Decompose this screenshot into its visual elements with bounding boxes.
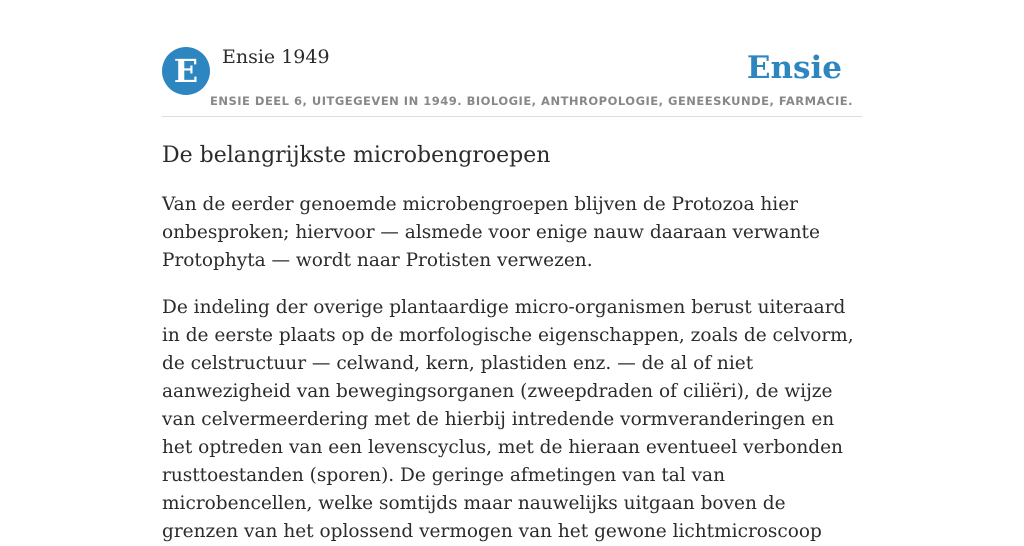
source-title[interactable]: Ensie 1949 [222,46,330,68]
page [162,0,862,542]
brand-logo[interactable]: Ensie [746,50,842,86]
logo-icon[interactable]: E [162,47,210,95]
article-paragraph: Van de eerder genoemde microbengroepen blijven de Protozoa hier onbesproken; hiervoor — alsmede voor enige nauw daaraan verwante Protophyta — wordt naar Protisten verwezen. [162,194,820,271]
article-title: De belangrijkste microbengroepen [162,143,551,168]
source-subtitle: ENSIE DEEL 6, UITGEGEVEN IN 1949. BIOLOGIE, ANTHROPOLOGIE, GENEESKUNDE, FARMACIE. [210,94,853,108]
site-header [162,0,862,117]
article-paragraph: De indeling der overige plantaardige micro-organismen berust uiteraard in de eerste plaats op de morfologische eigenschappen, zoals de celvorm, de celstructuur — celwand, kern, plastiden enz. — de al of niet aanwezigheid van bewegingsorganen (zweepdraden of ciliëri), de wijze van celvermeerdering met de hierbij intredende vormveranderingen en het optreden van een levenscyclus, met de hieraan eventueel verbonden rusttoestanden (sporen). De geringe afmetingen van tal van microbencellen, welke somtijds maar nauwelijks uitgaan boven de grenzen van het oplossend vermogen van het gewone lichtmicroscoop [162,297,854,542]
article [162,142,862,546]
